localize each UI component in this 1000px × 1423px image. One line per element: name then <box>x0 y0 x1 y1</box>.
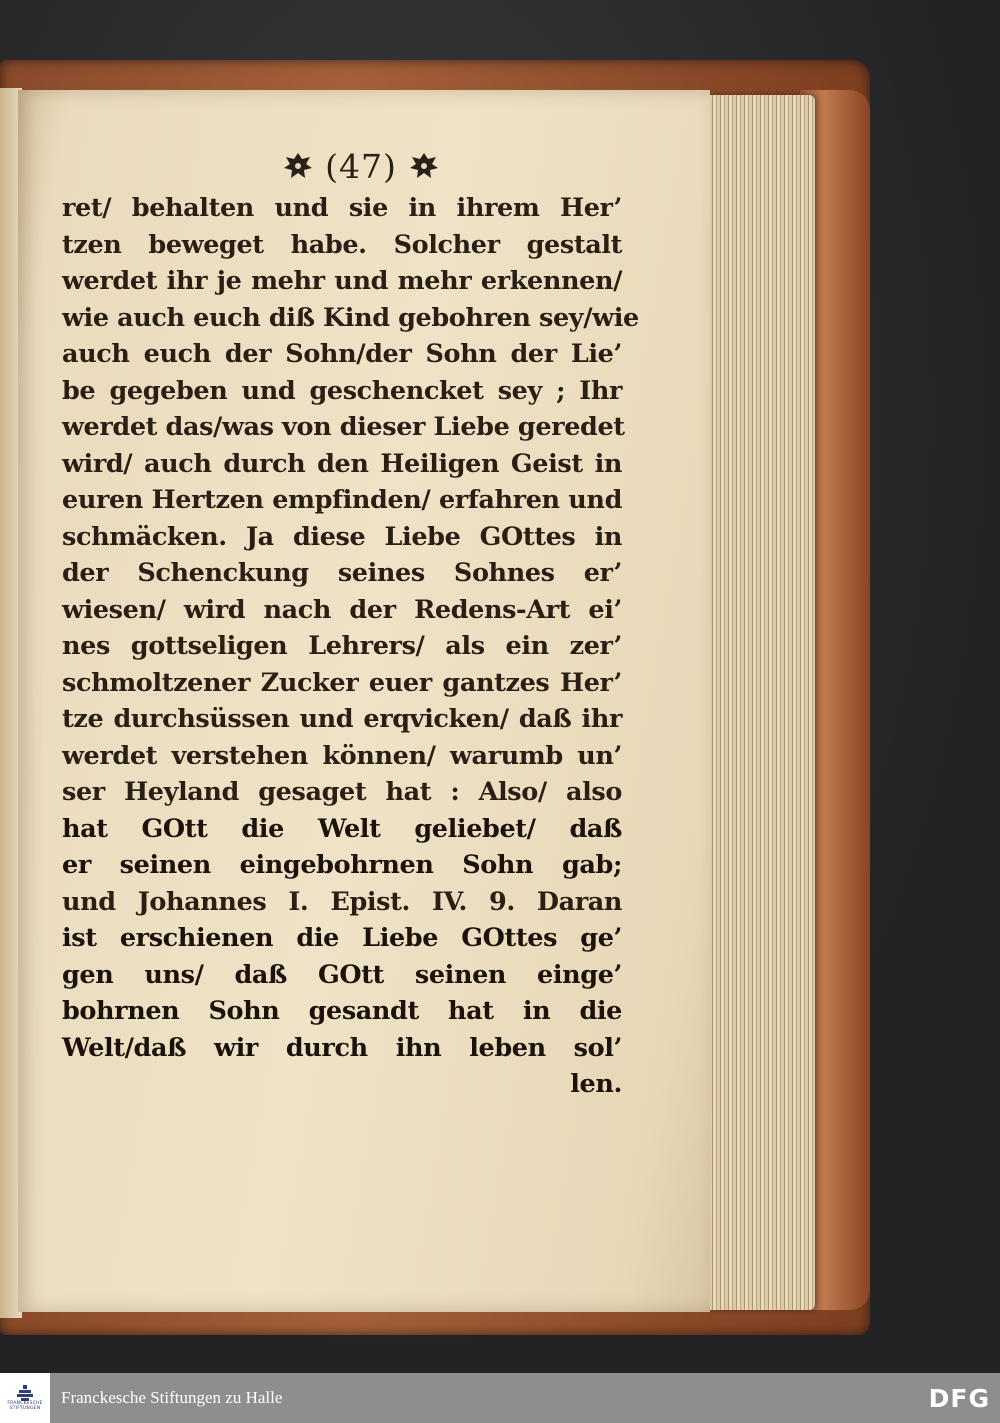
ornament-left-icon <box>283 151 313 181</box>
text-line: der Schenckung seines Sohnes er’ <box>62 558 622 588</box>
text-line: ret/ behalten und sie in ihrem Her’ <box>62 193 622 223</box>
page-header <box>266 142 456 190</box>
text-line: tze durchsüssen und erqvicken/ daß ihr <box>62 704 622 734</box>
page-text <box>62 190 639 1103</box>
text-line: bohrnen Sohn gesandt hat in die <box>62 996 622 1026</box>
dfg-logo[interactable]: DFG <box>928 1384 990 1413</box>
text-line: werdet das/was von dieser Liebe geredet <box>62 412 625 442</box>
institution-name[interactable]: Franckesche Stiftungen zu Halle <box>61 1388 283 1407</box>
institution-emblem-icon <box>16 1385 34 1401</box>
text-line: euren Hertzen empfinden/ erfahren und <box>62 485 622 515</box>
text-line: ser Heyland gesaget hat : Also/ also <box>62 777 622 807</box>
text-line: nes gottseligen Lehrers/ als ein zer’ <box>62 631 622 661</box>
text-line: und Johannes I. Epist. IV. 9. Daran <box>62 886 622 917</box>
book-page <box>18 90 710 1312</box>
text-line: be gegeben und geschencket sey ; Ihr <box>62 375 622 406</box>
ornament-right-icon <box>409 151 439 181</box>
text-line: wiesen/ wird nach der Redens-Art ei’ <box>62 594 622 625</box>
page-edges <box>705 95 815 1310</box>
text-line: er seinen eingebohrnen Sohn gab; <box>62 850 622 880</box>
text-line: len. <box>570 1069 622 1099</box>
text-line: tzen beweget habe. Solcher gestalt <box>62 229 622 260</box>
footer-bar <box>0 1373 1000 1423</box>
text-line: wird/ auch durch den Heiligen Geist in <box>62 448 622 479</box>
page-number: (47) <box>325 146 397 186</box>
text-line: schmäcken. Ja diese Liebe GOttes in <box>62 521 622 552</box>
text-line: hat GOtt die Welt geliebet/ daß <box>62 813 622 844</box>
text-line: werdet ihr je mehr und mehr erkennen/ <box>62 266 622 296</box>
logo-text: STIFTUNGEN <box>9 1406 41 1411</box>
text-line: auch euch der Sohn/der Sohn der Lie’ <box>62 339 622 369</box>
text-line: Welt/daß wir durch ihn leben sol’ <box>62 1032 622 1063</box>
text-line: gen uns/ daß GOtt seinen einge’ <box>62 959 622 990</box>
text-line: ist erschienen die Liebe GOttes ge’ <box>62 923 622 953</box>
logo-text: FRANCKESCHE <box>7 1401 43 1406</box>
institution-logo[interactable] <box>0 1373 50 1423</box>
text-line: werdet verstehen können/ warumb un’ <box>62 740 622 771</box>
text-line: schmoltzener Zucker euer gantzes Her’ <box>62 667 622 698</box>
text-line: wie auch euch diß Kind gebohren sey/wie <box>62 302 639 333</box>
